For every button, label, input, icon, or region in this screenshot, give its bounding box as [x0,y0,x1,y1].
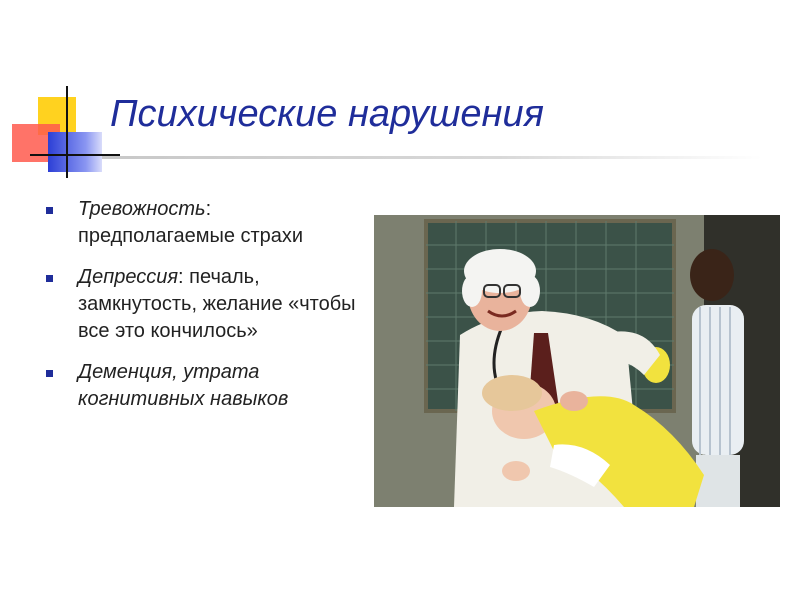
title-underline [102,156,762,159]
bullet-term: Депрессия [78,266,179,288]
bullet-separator: : [178,266,190,288]
decorative-vertical-line [66,86,68,178]
bullet-item-anxiety [44,196,364,250]
bullet-item-depression [44,264,364,345]
bullet-item-dementia [44,359,364,413]
decorative-blue-square [48,132,102,172]
photo-illustration [374,215,780,507]
square-bullet-icon [46,207,53,214]
square-bullet-icon [46,275,53,282]
slide-title: Психические нарушения [110,93,544,135]
photo-doctor-with-child [374,215,780,507]
bullet-term: Деменция, утрата когнитивных навыков [78,361,289,410]
square-bullet-icon [46,370,53,377]
bullet-separator: : [205,198,212,220]
bullet-term: Тревожность [78,198,206,220]
bullet-list [44,196,364,427]
bullet-text: печаль, замкнутость, желание «чтобы все это кончилось» [78,266,356,342]
bullet-text: предполагаемые страхи [78,225,304,247]
